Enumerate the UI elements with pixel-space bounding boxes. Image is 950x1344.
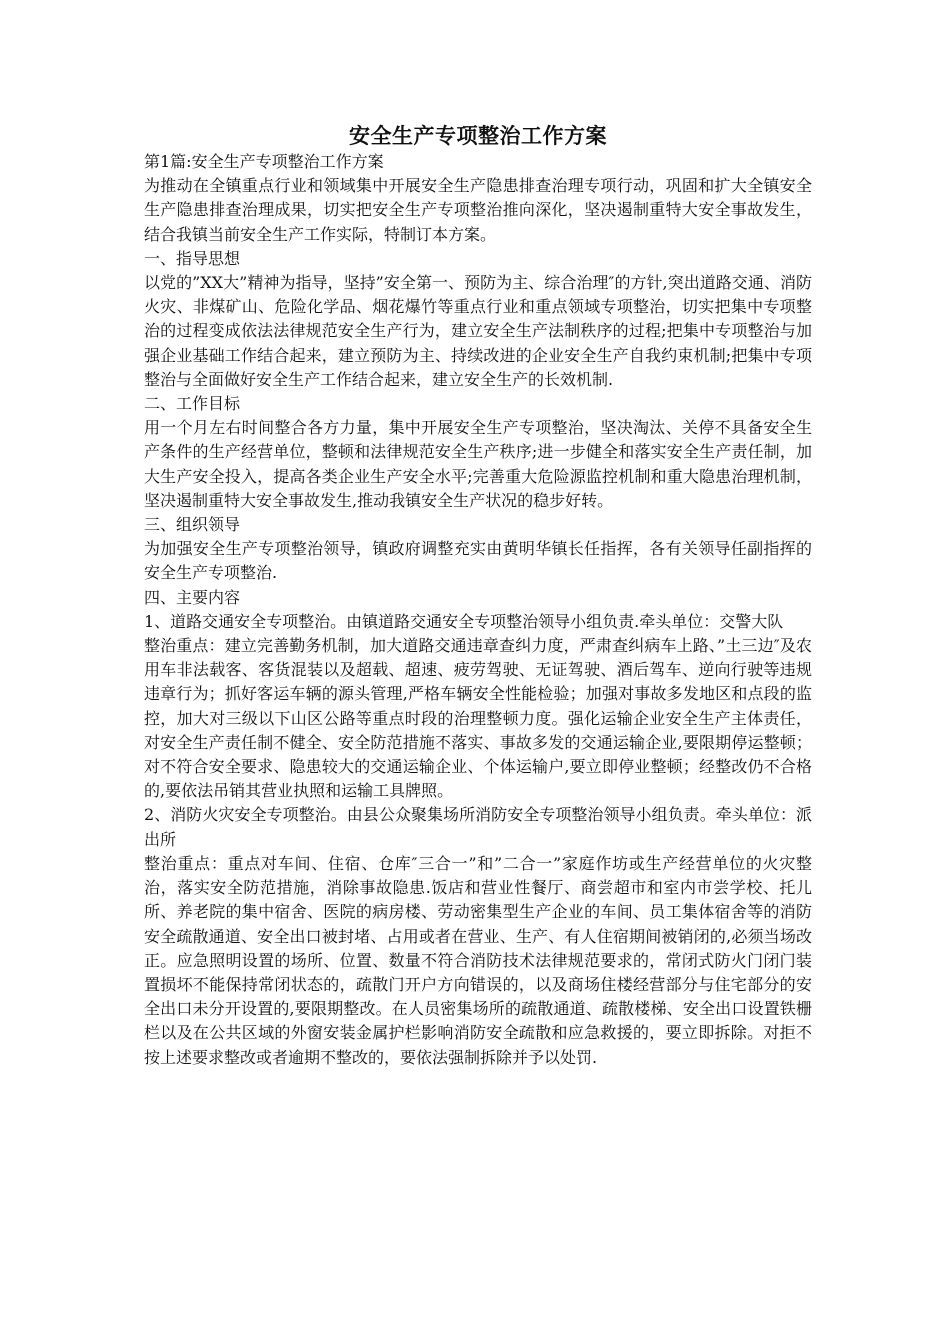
section-heading-work-goals: 二、工作目标: [144, 394, 241, 414]
item-road-traffic: 1、道路交通安全专项整治。由镇道路交通安全专项整治领导小组负责.牵头单位：交警大队: [144, 611, 784, 631]
section-heading-leadership: 三、组织领导: [144, 515, 241, 535]
section-heading-main-content: 四、主要内容: [144, 587, 241, 607]
paragraph-leadership: 为加强安全生产专项整治领导，镇政府调整充实由黄明华镇长任指挥，各有关领导任副指挥的安全生产专项整治.: [144, 539, 812, 583]
paragraph-road-traffic-focus: 整治重点：建立完善勤务机制，加大道路交通违章查纠力度，严肃查纠病车上路、”土三边″及农用车非法载客、客货混装以及超载、超速、疲劳驾驶、无证驾驶、酒后驾车、逆向行驶等违规违章行为；抓好客运车辆的源头管理,严格车辆安全性能检验；加强对事故多发地区和点段的监控，加大对三级以下山区公路等重点时段的治理整顿力度。强化运输企业安全生产主体责任，对安全生产责任制不健全、安全防范措施不落实、事故多发的交通运输企业,要限期停运整顿；对不符合安全要求、隐患较大的交通运输企业、个体运输户,要立即停业整顿；经整改仍不合格的,要依法吊销其营业执照和运输工具牌照。: [144, 636, 812, 801]
paragraph-intro: 为推动在全镇重点行业和领域集中开展安全生产隐患排查治理专项行动，巩固和扩大全镇安全生产隐患排查治理成果，切实把安全生产专项整治推向深化，坚决遏制重特大安全事故发生，结合我镇当前安全生产工作实际，特制订本方案。: [144, 176, 812, 244]
section-heading-guiding-ideology: 一、指导思想: [144, 248, 241, 268]
document-title: 安全生产专项整治工作方案: [349, 124, 607, 148]
paragraph-fire-safety-focus: 整治重点：重点对车间、住宿、仓库″三合一”和”二合一”家庭作坊或生产经营单位的火灾整治，落实安全防范措施，消除事故隐患.饭店和营业性餐厅、商尝超市和室内市尝学校、托儿所、养老院的集中宿舍、医院的病房楼、劳动密集型生产企业的车间、员工集体宿舍等的消防安全疏散通道、安全出口被封堵、占用或者在营业、生产、有人住宿期间被销闭的,必须当场改正。应急照明设置的场所、位置、数量不符合消防技术法律规范要求的，常闭式防火门闭门装置损坏不能保持常闭状态的，疏散门开户方向错误的，以及商场住楼经营部分与住宅部分的安全出口未分开设置的,要限期整改。在人员密集场所的疏散通道、疏散楼梯、安全出口设置铁栅栏以及在公共区域的外窗安装金属护栏影响消防安全疏散和应急救援的，要立即拆除。对拒不按上述要求整改或者逾期不整改的，要依法强制拆除并予以处罚.: [144, 853, 812, 1067]
document-body: [144, 122, 812, 1070]
item-fire-safety: 2、消防火灾安全专项整治。由县公众聚集场所消防安全专项整治领导小组负责。牵头单位：派出所: [144, 805, 812, 849]
section-heading-article: 第1篇:安全生产专项整治工作方案: [144, 152, 384, 171]
paragraph-guiding-ideology: 以党的”XX大”精神为指导，坚持”安全第一、预防为主、综合治理″的方针,突出道路交通、消防火灾、非煤矿山、危险化学品、烟花爆竹等重点行业和重点领域专项整治，切实把集中专项整治的过程变成依法法律规范安全生产行为，建立安全生产法制秩序的过程;把集中专项整治与加强企业基础工作结合起来，建立预防为主、持续改进的企业安全生产自我约束机制;把集中专项整治与全面做好安全生产工作结合起来，建立安全生产的长效机制.: [144, 273, 812, 389]
paragraph-work-goals: 用一个月左右时间整合各方力量，集中开展安全生产专项整治，坚决淘汰、关停不具备安全生产条件的生产经营单位，整顿和法律规范安全生产秩序;进一步健全和落实安全生产责任制，加大生产安全投入，提高各类企业生产安全水平;完善重大危险源监控机制和重大隐患治理机制，坚决遏制重特大安全事故发生,推动我镇安全生产状况的稳步好转。: [144, 418, 812, 510]
